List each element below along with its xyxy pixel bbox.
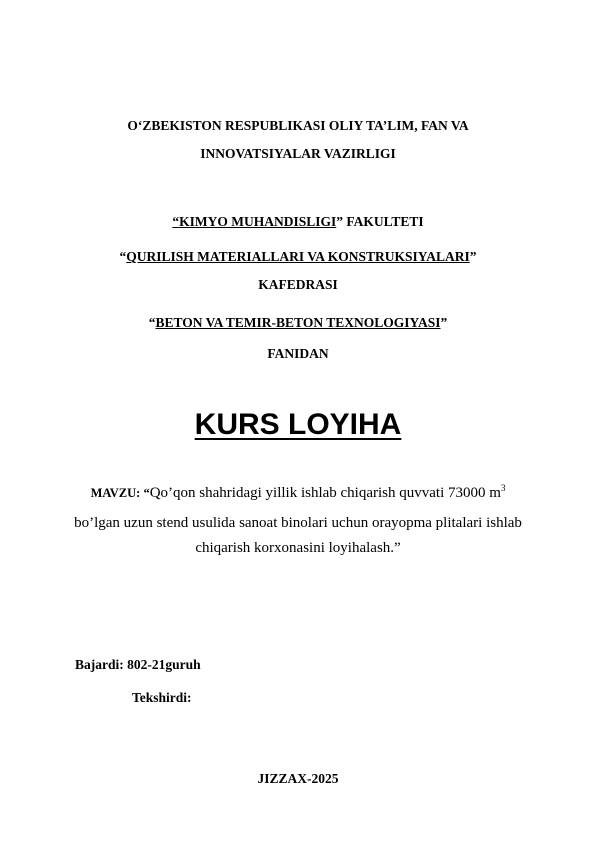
topic-line-2: bo’lgan uzun stend usulida sanoat binolari uchun orayopma plitalari ishlab <box>74 515 522 531</box>
topic-label: MAVZU: “ <box>90 486 150 500</box>
checked-by: Tekshirdi: <box>132 690 192 705</box>
topic-superscript: 3 <box>500 483 506 493</box>
topic-line-1: MAVZU: “Qo’qon shahridagi yillik ishlab chiqarish quvvati 73000 $m^3$ <box>90 483 506 501</box>
faculty-suffix: ” FAKULTETI <box>336 214 424 229</box>
faculty-heading <box>0 213 596 231</box>
document-title: KURS LOYIHA <box>194 408 402 441</box>
subject-name: BETON VA TEMIR-BETON TEXNOLOGIYASI <box>155 315 441 330</box>
footer-city-year: JIZZAX-2025 <box>257 771 339 786</box>
department-name: QURILISH MATERIALLARI VA KONSTRUKSIYALARI <box>126 249 470 264</box>
subject-suffix: FANIDAN <box>267 346 329 361</box>
subject-heading: “BETON VA TEMIR-BETON TEXNOLOGIYASI” <box>148 315 448 330</box>
topic-line-3: chiqarish korxonasini loyihalash.” <box>195 540 401 556</box>
faculty-name: “KIMYO MUHANDISLIGI <box>172 214 337 229</box>
ministry-line-1: O‘ZBEKISTON RESPUBLIKASI OLIY TA’LIM, FAN VA <box>127 118 469 133</box>
department-suffix: KAFEDRASI <box>258 277 338 292</box>
performed-by: Bajardi: 802-21guruh <box>75 657 201 672</box>
ministry-line-2: INNOVATSIYALAR VAZIRLIGI <box>200 146 396 161</box>
department-heading: “QURILISH MATERIALLARI VA KONSTRUKSIYALARI” <box>119 249 477 264</box>
